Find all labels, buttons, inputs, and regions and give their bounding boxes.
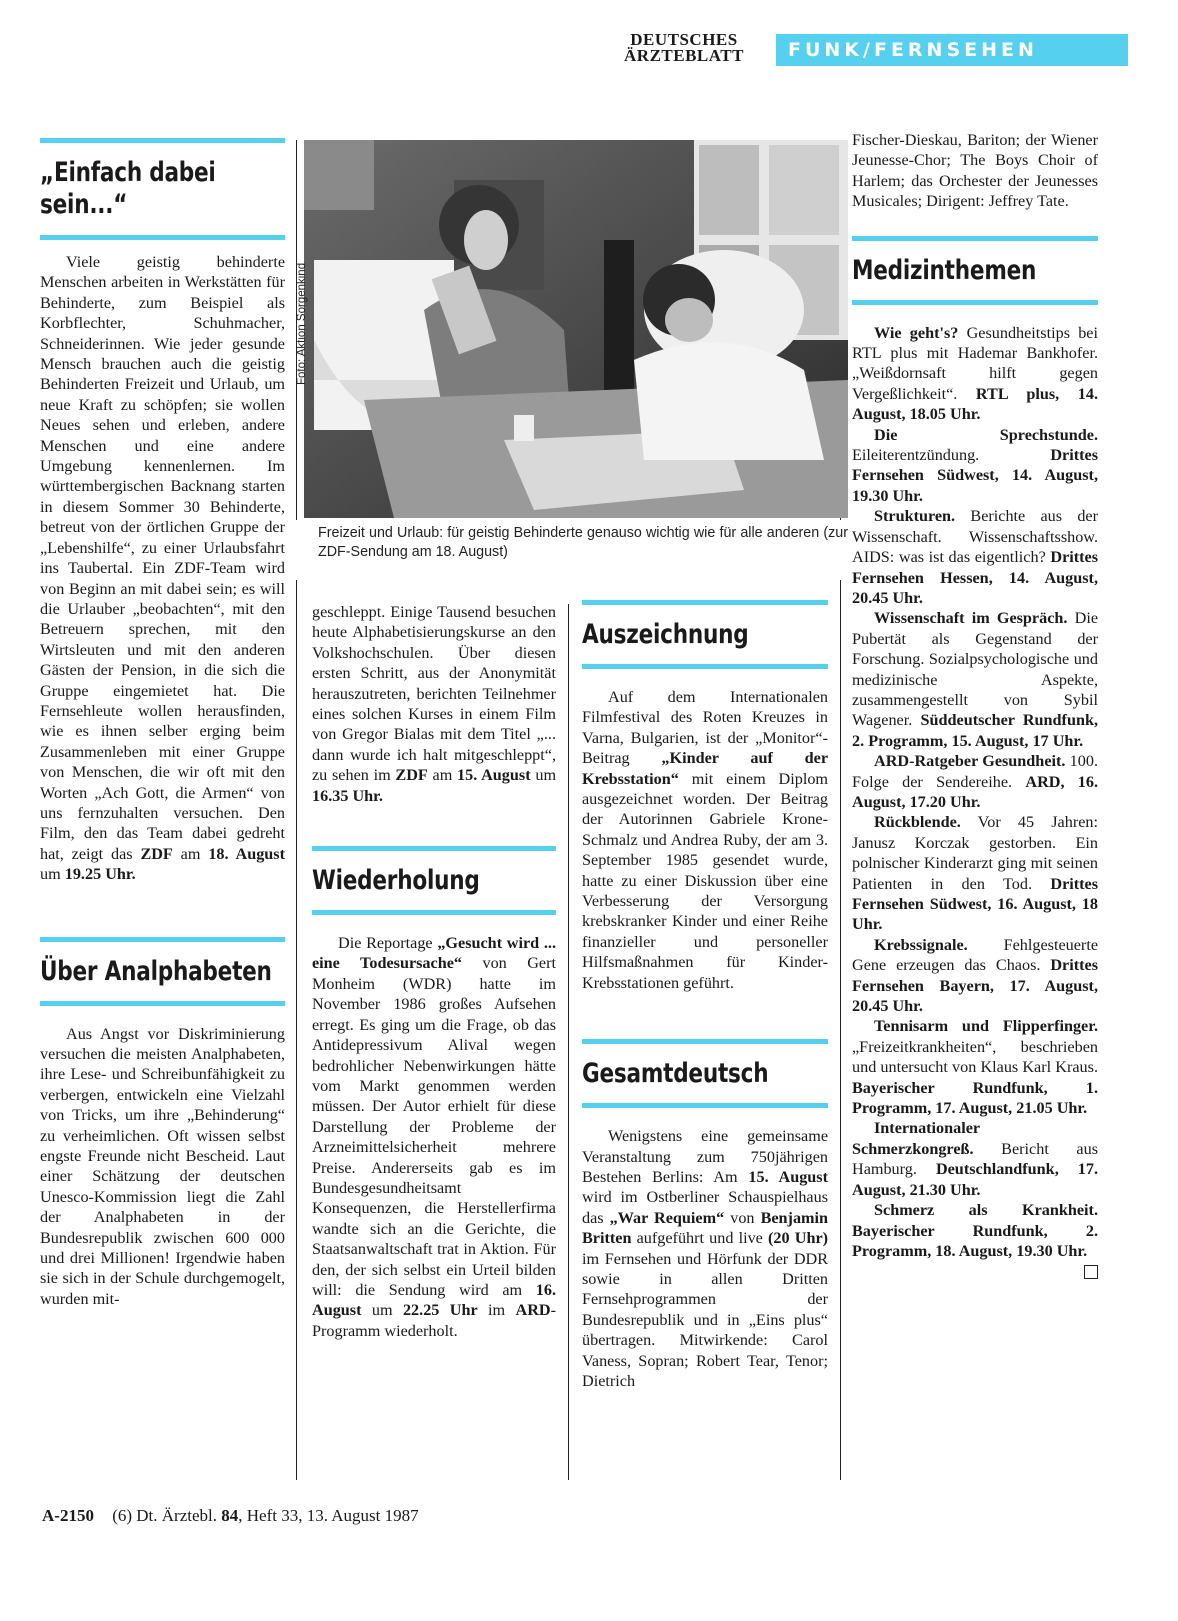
- broadcast-time: (20 Uhr): [768, 1229, 829, 1248]
- channel-name: ZDF: [395, 766, 428, 785]
- volume-number: 84: [221, 1506, 239, 1525]
- show-title: „Kinder auf der Krebsstation“: [582, 749, 829, 788]
- photo-caption: Freizeit und Urlaub: für geistig Behinderte genauso wichtig wie für alle anderen (zur ZDF-Sendung am 18. August): [318, 525, 848, 560]
- article-title: Über Analphabeten: [40, 955, 272, 987]
- program-item: Tennisarm und Flipperfinger. „Freizeitkrankheiten“, beschrieben und untersucht von Klaus Karl Kraus. Bayerischer Rundfunk, 1. Programm, 17. August, 21.05 Uhr.: [852, 1017, 1098, 1118]
- broadcast-date: 18. August: [208, 844, 285, 863]
- article-body: Auf dem Internationalen Filmfestival des Roten Kreuzes in Varna, Bulgarien, ist der „Monitor“-Beitrag „Kinder auf der Krebsstation“ mit einem Diplom ausgezeichnet worden. Der Beitrag der Autorinnen Gabriele Krone-Schmalz und Andrea Ruby, der am 3. September 1985 gesendet wurde, hatte zu einer Diskussion über eine Verbesserung der Versorgung krebskranker Kinder und einer Reihe finanzieller und personeller Hilfsmaßnahmen für Kinder-Krebsstationen geführt.: [582, 688, 829, 992]
- program-item: ARD-Ratgeber Gesundheit. 100. Folge der Sendereihe. ARD, 16. August, 17.20 Uhr.: [852, 752, 1099, 811]
- article-title: Medizinthemen: [852, 254, 1037, 286]
- page-footer: A-2150 (6) Dt. Ärztebl. 84, Heft 33, 13. August 1987: [42, 1506, 419, 1525]
- program-list: [852, 323, 1098, 1262]
- program-item: Strukturen. Berichte aus der Wissenschaft. Wissenschaftsshow. AIDS: was ist das eigentlich? Drittes Fernsehen Hessen, 14. August, 20.45 Uhr.: [852, 507, 1099, 607]
- program-item: Die Sprechstunde. Eileiterentzündung. Drittes Fernsehen Südwest, 14. August, 19.30 Uhr.: [852, 425, 1098, 505]
- journal-logo: DEUTSCHES ÄRZTEBLATT: [624, 30, 744, 65]
- photo-credit: Foto: Aktion Sorgenkind: [296, 262, 308, 385]
- program-item: Internationaler Schmerzkongreß. Bericht aus Hamburg. Deutschlandfunk, 17. August, 21.30 Uhr.: [852, 1119, 1098, 1199]
- headline-rule: [852, 300, 1098, 305]
- program-item: Wissenschaft im Gespräch. Die Pubertät als Gegenstand der Forschung. Sozialpsychologische und medizinische Aspekte, zusammengestellt von Sybil Wagener. Süddeutscher Rundfunk, 2. Programm, 15. August, 17 Uhr.: [852, 609, 1099, 750]
- broadcast-date: 16. August: [312, 1280, 556, 1320]
- article-body: Aus Angst vor Diskriminierung versuchen die meisten Analphabeten, ihre Lese- und Schreibunfähigkeit zu verbergen, entwickeln eine Vielzahl von Tricks, um ihre „Behinderung“ zu verheimlichen. Oft wissen selbst engste Freunde nicht Bescheid. Laut einer Schätzung der deutschen Unesco-Kommission liegt die Zahl der Analphabeten in der Bundesrepublik zwischen 600 000 und drei Millionen! Irgendwie haben sie sich in der Schule durchgemogelt, wurden mit-: [40, 1024, 285, 1308]
- broadcast-date: 15. August: [457, 766, 531, 785]
- column-1: [40, 138, 285, 1309]
- broadcast-time: 22.25 Uhr: [402, 1301, 478, 1320]
- article-title: Gesamtdeutsch: [582, 1058, 769, 1090]
- article-body: Wenigstens eine gemeinsame Veranstaltung zum 750jährigen Bestehen Berlins: Am 15. August wird im Ostberliner Schauspielhaus das „War Requiem“ von Benjamin Britten aufgeführt und live (20 Uhr) im Fernsehen und Hörfunk der DDR sowie in allen Dritten Fernsehprogrammen der Bundesrepublik und in „Eins plus“ übertragen. Mitwirkende: Carol Vaness, Sopran; Robert Tear, Tenor; Dietrich: [582, 1127, 829, 1390]
- column-3: [582, 600, 828, 1391]
- headline-rule: [40, 235, 285, 240]
- headline-rule: [40, 1001, 285, 1006]
- program-item: Wie geht's? Gesundheitstips bei RTL plus mit Hademar Bankhofer. „Weißdornsaft hilft gegen Vergeßlichkeit“. RTL plus, 14. August, 18.05 Uhr.: [852, 323, 1099, 424]
- column-4: [852, 130, 1098, 1279]
- headline-rule: [312, 910, 556, 915]
- article-photo: [304, 140, 848, 518]
- program-item: Rückblende. Vor 45 Jahren: Janusz Korczak gestorben. Ein polnischer Kinderarzt ging mit seinen Patienten in den Tod. Drittes Fernsehen Südwest, 16. August, 18 Uhr.: [852, 813, 1099, 934]
- column-divider: [568, 604, 569, 1480]
- headline-rule: [582, 600, 828, 605]
- broadcast-time: 16.35 Uhr.: [312, 786, 383, 805]
- program-item: Krebssignale. Fehlgesteuerte Gene erzeugen das Chaos. Drittes Fernsehen Bayern, 17. August, 20.45 Uhr.: [852, 935, 1098, 1016]
- headline-rule: [582, 1103, 828, 1108]
- column-divider: [296, 580, 297, 1480]
- column-divider: [840, 580, 841, 1480]
- headline-rule: [40, 937, 285, 942]
- masthead: [600, 30, 1140, 70]
- article-title: Auszeichnung: [582, 619, 749, 650]
- section-banner: FUNK/FERNSEHEN: [776, 34, 1128, 66]
- broadcast-date: 15. August: [748, 1167, 828, 1186]
- article-body-continued: geschleppt. Einige Tausend besuchen heute Alphabetisierungskurse an den Volkshochschulen. Über diesen ersten Schritt, aus der Anonymität herauszutreten, berichten Teilnehmer eines solchen Kurses in einem Film von Gregor Bialas mit dem Titel „... dann wurde ich halt mitgeschleppt“, zu sehen im ZDF am 15. August um 16.35 Uhr.: [312, 603, 557, 805]
- article-body: Viele geistig behinderte Menschen arbeiten in Werkstätten für Behinderte, zum Beispiel als Korbflechter, Schuhmacher, Schneiderinnen. Wie jeder gesunde Mensch brauchen auch die geistig Behinderten Freizeit und Urlaub, um neue Kraft zu schöpfen; sie wollen Neues sehen und erleben, andere Menschen und eine andere Umgebung kennenlernen. Im württembergischen Backnang starten in diesem Sommer 30 Behinderte, betreut von der örtlichen Gruppe der „Lebenshilfe“, zu einer Urlaubsfahrt ins Taubertal. Ein ZDF-Team wird von Beginn an mit dabei sein; es will die Urlauber „beobachten“, mit den Betreuern sprechen, mit den Wirtsleuten und mit den anderen Gästen der Pension, in die sich die Gruppe eingemietet hat. Die Fernsehleute wollen herausfinden, wie es ihnen selber erging beim Zusammenleben mit einer Gruppe von Menschen, die wir oft mit den Worten „Ach Gott, die Armen“ von uns fernzuhalten versuchen. Den Film, den das Team dabei gedreht hat, zeigt das ZDF am 18. August um 19.25 Uhr.: [40, 253, 285, 884]
- work-title: „War Requiem“: [609, 1208, 725, 1227]
- headline-rule: [40, 138, 285, 143]
- article-body: Die Reportage „Gesucht wird ... eine Todesursache“ von Gert Monheim (WDR) hatte im November 1986 großes Aufsehen erregt. Es ging um die Frage, ob das Antidepressivum Alival wegen bedrohlicher Nebenwirkungen hätte vom Markt genommen werden müssen. Der Autor erhielt für diese Darstellung der Probleme der Arzneimittelsicherheit mehrere Preise. Andererseits gab es im Bundesgesundheitsamt Konsequenzen, die Herstellerfirma wandte sich an die Gerichte, die Staatsanwaltschaft trat in Aktion. Für den, der sich selbst ein Urteil bilden will: die Sendung wird am 16. August um 22.25 Uhr im ARD-Programm wiederholt.: [312, 934, 557, 1340]
- channel-name: ARD: [515, 1301, 551, 1320]
- end-mark-icon: [1084, 1265, 1098, 1279]
- article-body-continued: Fischer-Dieskau, Bariton; der Wiener Jeunesse-Chor; The Boys Choir of Harlem; das Orchester der Jeunesses Musicales; Dirigent: Jeffrey Tate.: [852, 131, 1098, 211]
- headline-rule: [852, 236, 1098, 241]
- headline-rule: [312, 846, 556, 851]
- article-title: Wiederholung: [312, 865, 480, 897]
- column-2: [312, 602, 556, 1341]
- headline-rule: [582, 1039, 828, 1044]
- composer-name: Benjamin Britten: [582, 1208, 829, 1248]
- page-number: A-2150: [42, 1506, 94, 1525]
- show-title: „Gesucht wird ... eine Todesursache“: [312, 934, 557, 973]
- headline-rule: [582, 664, 828, 669]
- broadcast-time: 19.25 Uhr.: [64, 865, 136, 884]
- channel-name: ZDF: [140, 844, 173, 863]
- program-item: Schmerz als Krankheit. Bayerischer Rundfunk, 2. Programm, 18. August, 19.30 Uhr.: [852, 1200, 1098, 1261]
- article-title: „Einfach dabei sein...“: [40, 157, 216, 220]
